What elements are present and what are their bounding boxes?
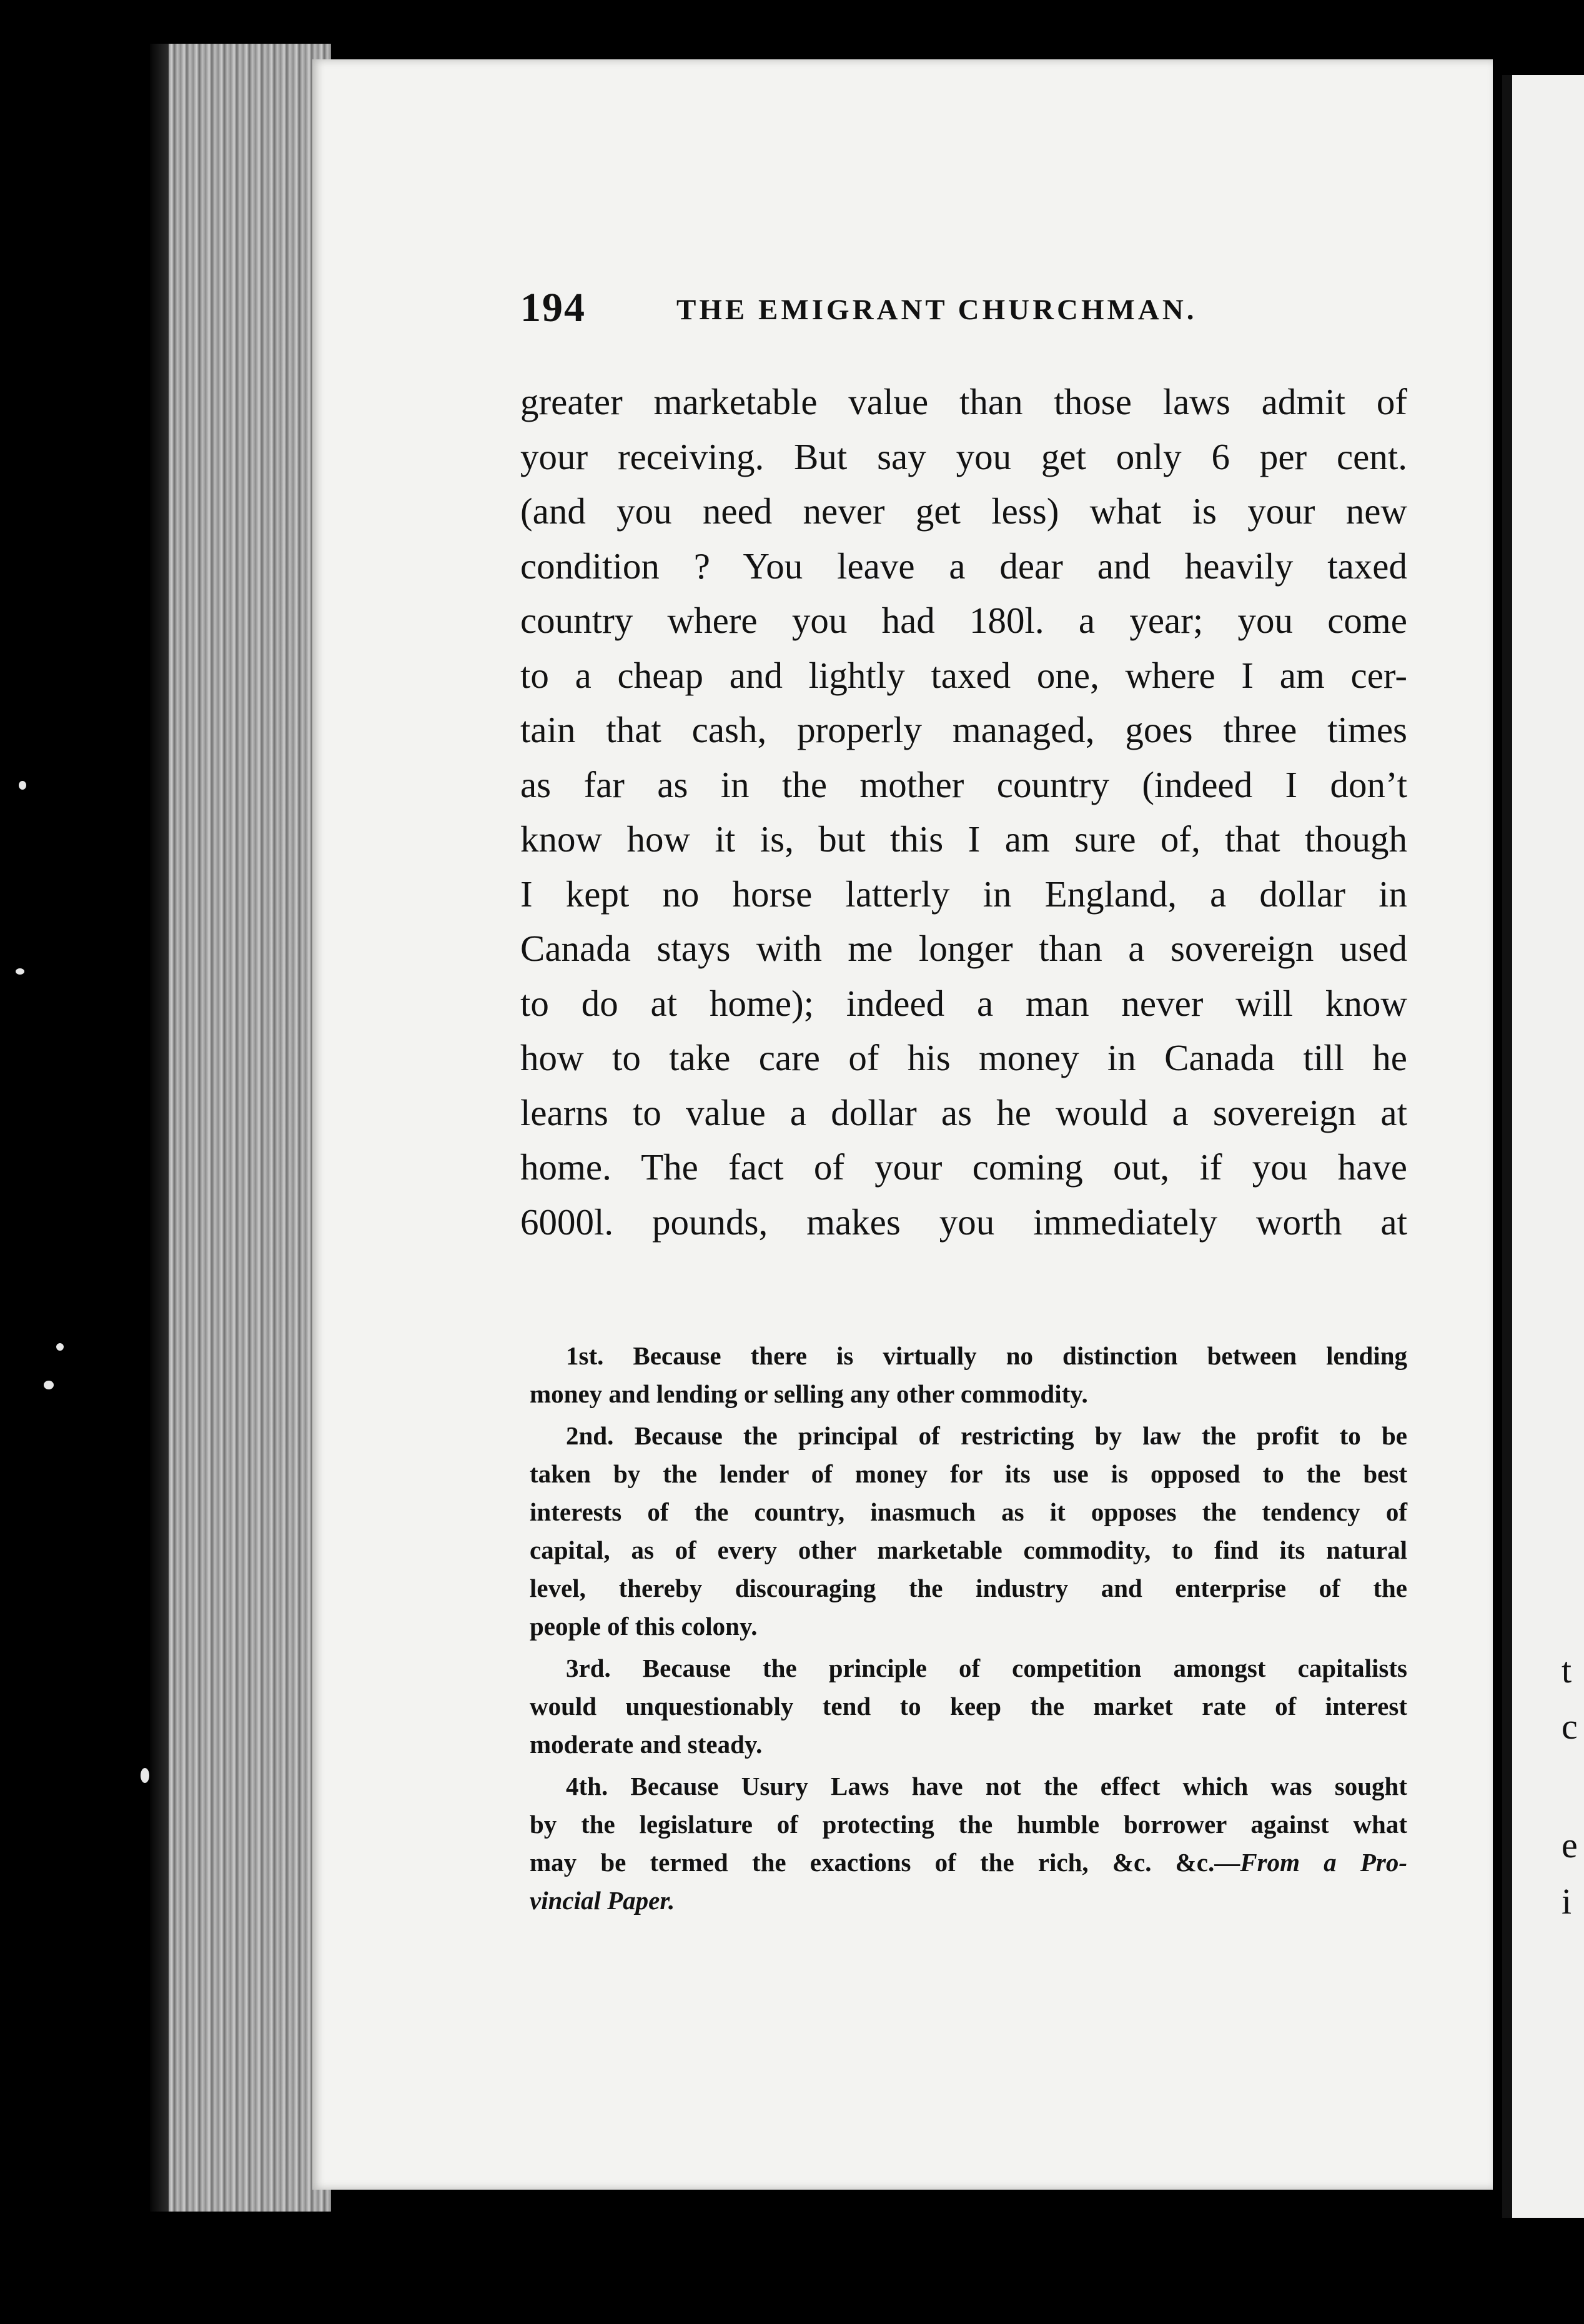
- body-line: condition ? You leave a dear and heavily taxed: [520, 545, 1407, 587]
- body-line: Canada stays with me longer than a sovereign used: [520, 928, 1407, 969]
- body-text: [520, 375, 1407, 1249]
- footnote-line: by the legislature of protecting the humble borrower against what: [530, 1810, 1407, 1839]
- next-page-gutter: [1502, 75, 1512, 2218]
- body-line: home. The fact of your coming out, if you have: [520, 1146, 1407, 1188]
- page-number: 194: [520, 285, 586, 330]
- next-page-glyph: t: [1562, 1650, 1572, 1691]
- scan-speck: [19, 781, 26, 790]
- page-stack-edges: [169, 44, 331, 2212]
- next-page-glyph: e: [1562, 1825, 1578, 1865]
- body-line: know how it is, but this I am sure of, that though: [520, 818, 1407, 860]
- footnote-line: 3rd. Because the principle of competition amongst capitalists: [566, 1654, 1407, 1682]
- body-line: greater marketable value than those laws admit of: [520, 381, 1407, 422]
- body-line: tain that cash, properly managed, goes three times: [520, 709, 1407, 750]
- scan-speck: [16, 968, 24, 975]
- next-page-glyph: i: [1562, 1881, 1572, 1922]
- footnote-line: 2nd. Because the principal of restricting by law the profit to be: [566, 1421, 1407, 1450]
- body-line: 6000l. pounds, makes you immediately worth at: [520, 1201, 1407, 1243]
- scan-speck: [44, 1381, 54, 1389]
- footnote-line: level, thereby discouraging the industry and enterprise of the: [530, 1574, 1407, 1602]
- footnote-source-continued: vincial Paper.: [530, 1886, 675, 1915]
- body-line: as far as in the mother country (indeed I don’t: [520, 763, 1407, 805]
- next-page-glyph: c: [1562, 1706, 1578, 1747]
- body-line: country where you had 180l. a year; you come: [520, 600, 1407, 641]
- footnote-line: 4th. Because Usury Laws have not the effect which was sought: [566, 1772, 1407, 1800]
- body-line: how to take care of his money in Canada till he: [520, 1037, 1407, 1078]
- body-line: I kept no horse latterly in England, a dollar in: [520, 873, 1407, 915]
- footnote-line: would unquestionably tend to keep the market rate of interest: [530, 1692, 1407, 1721]
- footnote-source: From a Pro-: [1240, 1848, 1407, 1877]
- footnote-line: moderate and steady.: [530, 1730, 763, 1759]
- footnote-line: interests of the country, inasmuch as it opposes the tendency of: [530, 1497, 1407, 1526]
- body-line: to a cheap and lightly taxed one, where I am cer-: [520, 654, 1407, 696]
- footnote-line: capital, as of every other marketable commodity, to find its natural: [530, 1536, 1407, 1564]
- footnote-line: may be termed the exactions of the rich, &c. &c.—: [530, 1848, 1240, 1877]
- footnote-line: taken by the lender of money for its use is opposed to the best: [530, 1459, 1407, 1488]
- footnote-line: money and lending or selling any other commodity.: [530, 1379, 1088, 1408]
- footnote-line-with-source: [530, 1844, 1407, 1882]
- next-page-edge: [1502, 75, 1584, 2218]
- body-line: learns to value a dollar as he would a sovereign at: [520, 1091, 1407, 1133]
- footnote: [530, 1337, 1407, 1920]
- body-line: to do at home); indeed a man never will know: [520, 982, 1407, 1024]
- body-line: your receiving. But say you get only 6 per cent.: [520, 435, 1407, 477]
- footnote-line: 1st. Because there is virtually no distinction between lending: [566, 1341, 1407, 1370]
- body-line: (and you need never get less) what is your new: [520, 490, 1407, 532]
- page-header: [520, 284, 1407, 340]
- footnote-line: people of this colony.: [530, 1612, 758, 1641]
- scan-speck: [141, 1768, 149, 1783]
- running-title: THE EMIGRANT CHURCHMAN.: [676, 294, 1197, 326]
- scan-speck: [56, 1343, 64, 1351]
